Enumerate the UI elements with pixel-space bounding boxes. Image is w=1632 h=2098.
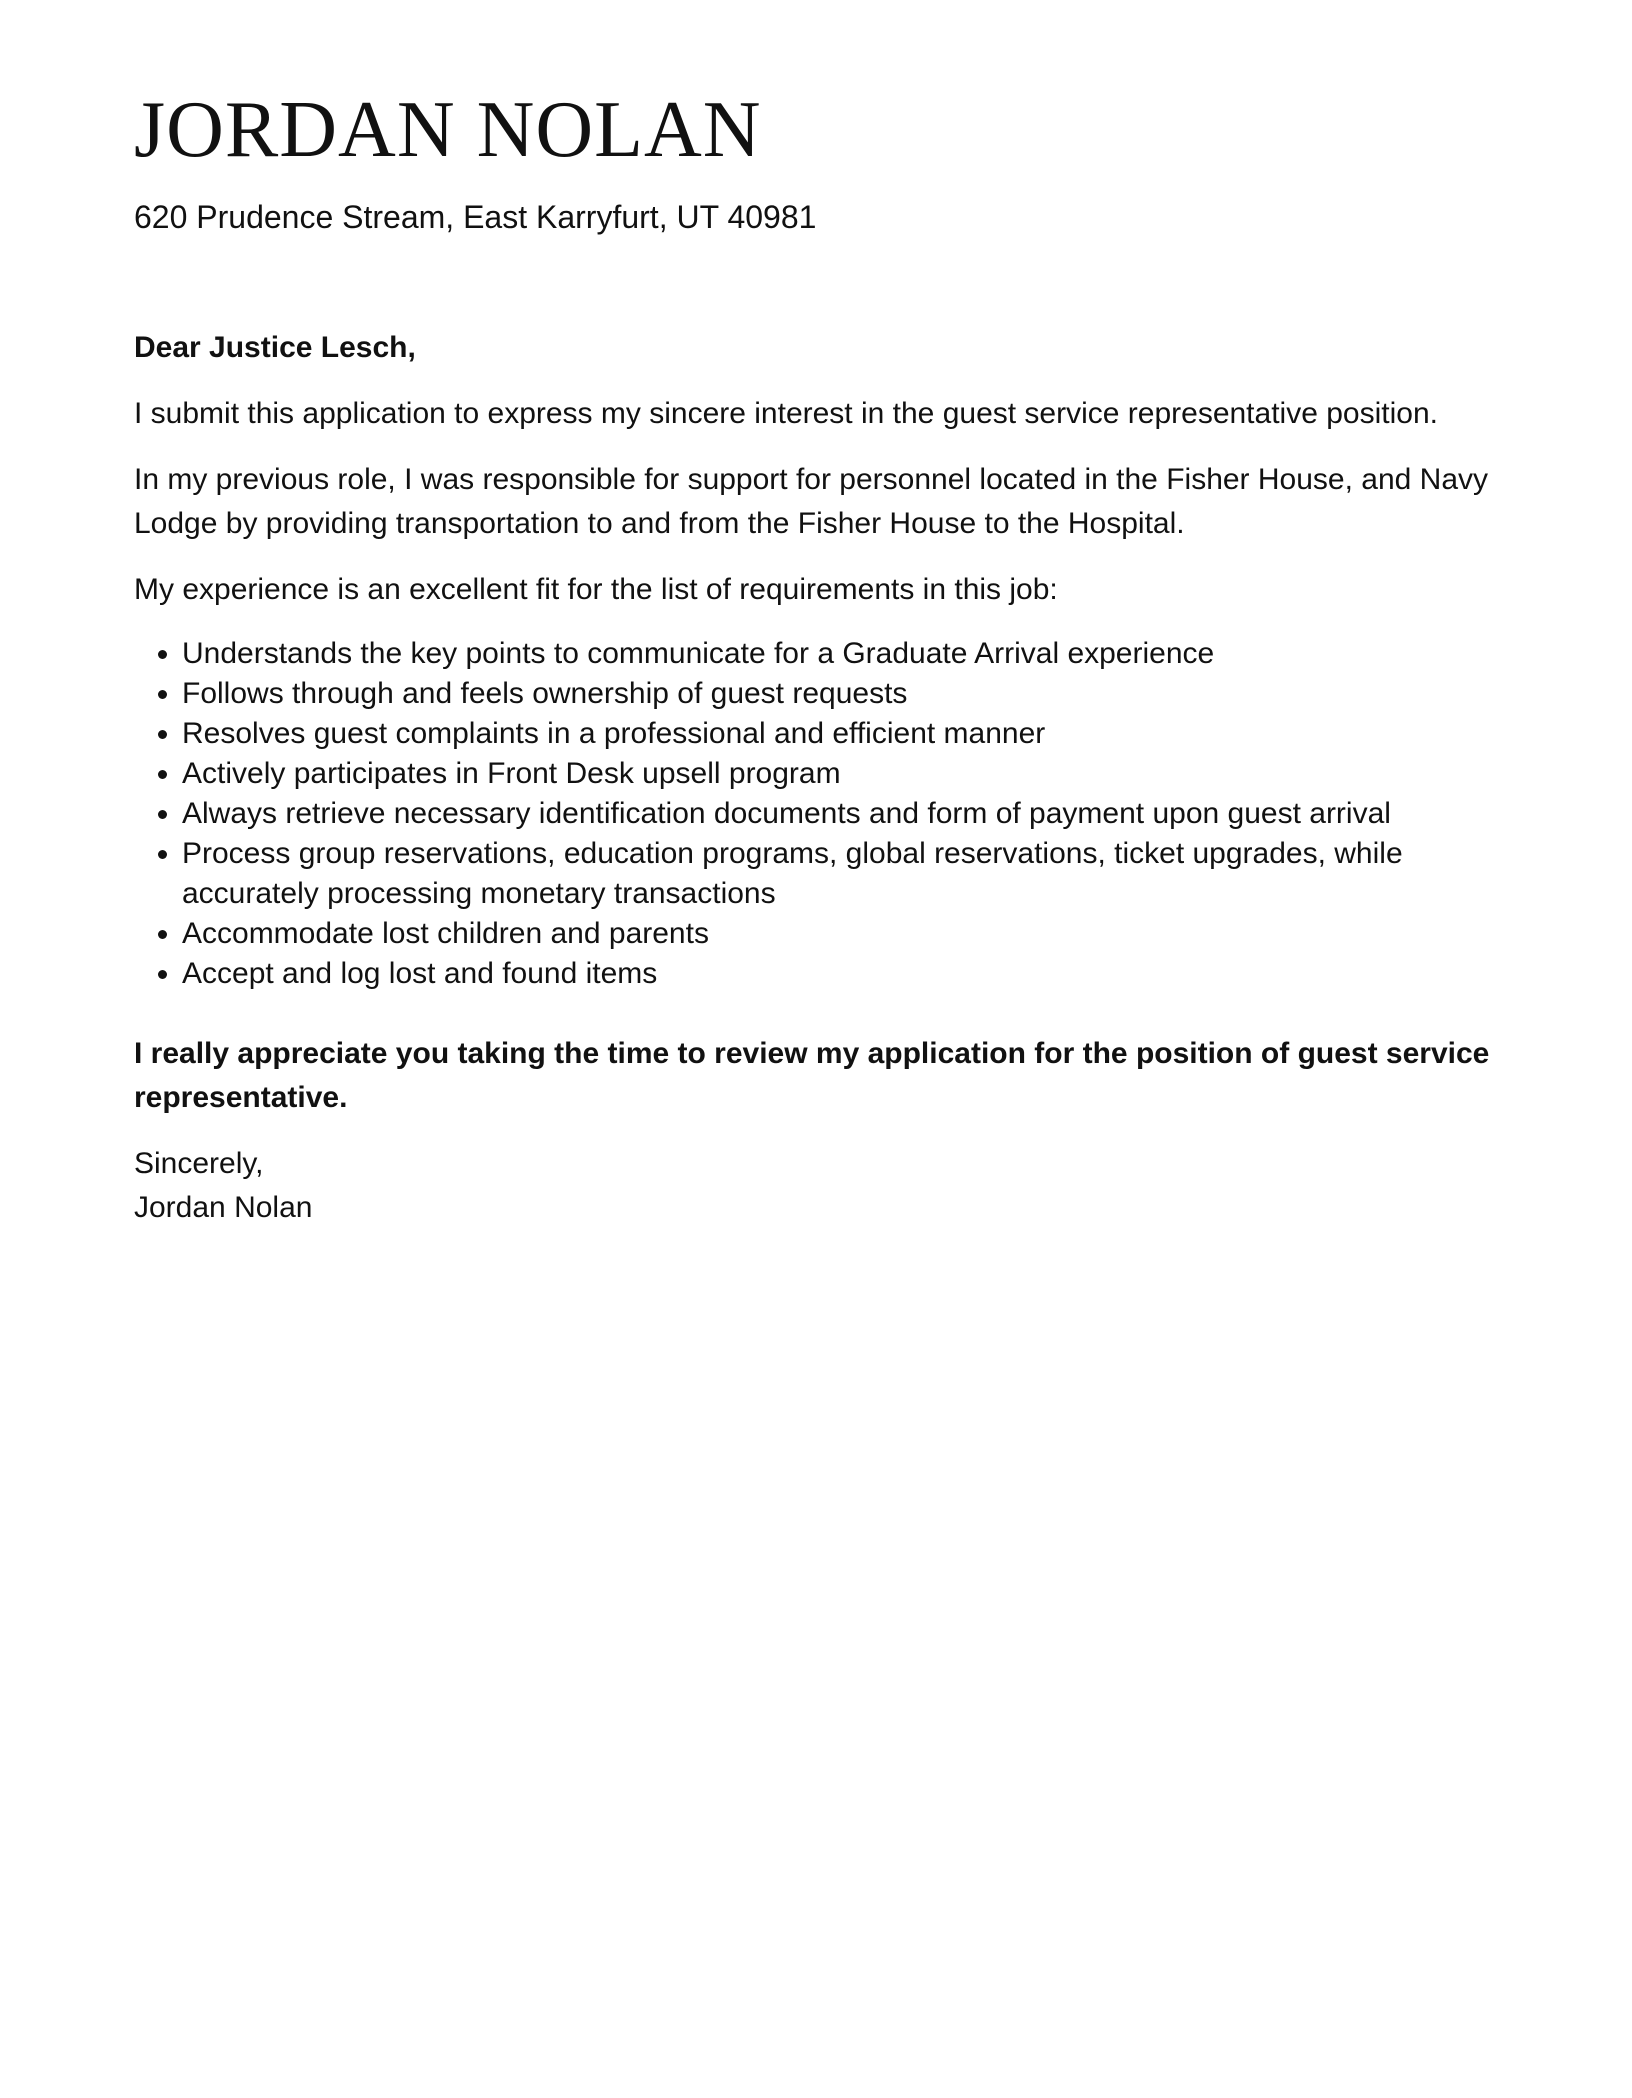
applicant-address: 620 Prudence Stream, East Karryfurt, UT 40981	[134, 199, 817, 235]
signature-name: Jordan Nolan	[134, 1191, 313, 1224]
list-item: • Follows through and feels ownership of guest requests	[182, 674, 1498, 714]
list-item: • Always retrieve necessary identification documents and form of payment upon guest arrival	[182, 794, 1498, 834]
salutation: Dear Justice Lesch,	[134, 331, 416, 364]
list-item: • Accommodate lost children and parents	[182, 914, 1498, 954]
list-item: • Resolves guest complaints in a professional and efficient manner	[182, 714, 1498, 754]
letter-body	[134, 326, 1498, 1230]
closing-paragraph: I really appreciate you taking the time to review my application for the position of guest service representative.	[134, 1037, 1490, 1114]
list-item: • Understands the key points to communicate for a Graduate Arrival experience	[182, 634, 1498, 674]
fit-intro-paragraph: My experience is an excellent fit for the list of requirements in this job:	[134, 573, 1058, 606]
list-item: • Accept and log lost and found items	[182, 954, 1498, 994]
signoff-text: Sincerely,	[134, 1147, 264, 1180]
requirements-list	[134, 634, 1498, 994]
intro-paragraph: I submit this application to express my sincere interest in the guest service representative position.	[134, 397, 1438, 430]
list-item: • Process group reservations, education programs, global reservations, ticket upgrades, while accurately processing monetary transactions	[182, 834, 1498, 914]
list-item: • Actively participates in Front Desk upsell program	[182, 754, 1498, 794]
applicant-name: JORDAN NOLAN	[134, 86, 762, 174]
signoff-block	[134, 1142, 1498, 1230]
experience-paragraph: In my previous role, I was responsible for support for personnel located in the Fisher House, and Navy Lodge by providing transportation to and from the Fisher House to the Hospital.	[134, 463, 1489, 540]
